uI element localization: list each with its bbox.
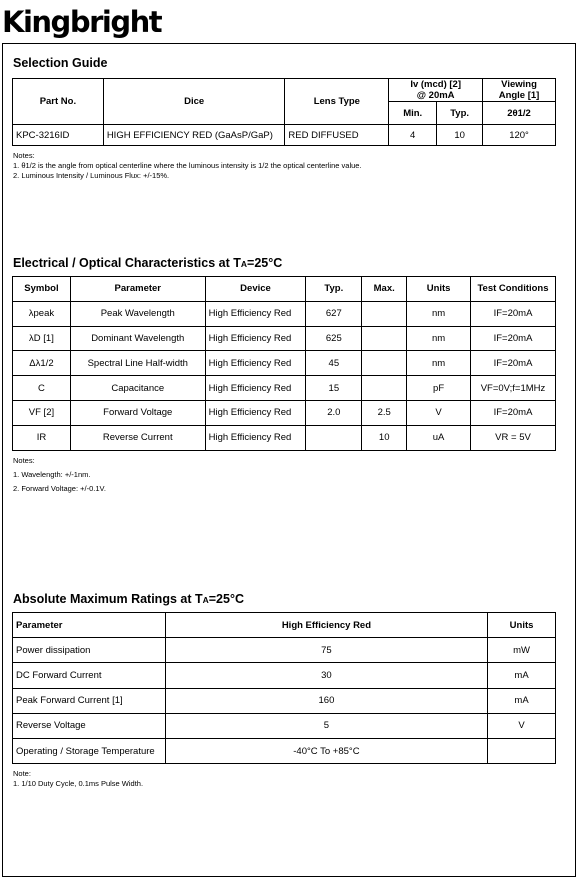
cell-device: High Efficiency Red (205, 326, 306, 351)
cell-units: uA (407, 425, 471, 450)
cell-max (362, 351, 407, 376)
cell-dice: HIGH EFFICIENCY RED (GaAsP/GaP) (103, 125, 285, 146)
note-line: Notes: (13, 456, 35, 465)
cell-value: 30 (165, 663, 487, 688)
header-part-no: Part No. (13, 79, 104, 125)
cell-parameter: Spectral Line Half-width (70, 351, 205, 376)
header-viewing-line2: Angle [1] (498, 90, 540, 101)
cell-lens-type: RED DIFFUSED (285, 125, 389, 146)
cell-units: mA (488, 663, 556, 688)
cell-test-condition: IF=20mA (471, 326, 556, 351)
header-value: High Efficiency Red (165, 613, 487, 638)
electrical-notes (13, 454, 106, 496)
cell-typ (306, 425, 362, 450)
absolute-notes (13, 769, 143, 789)
cell-symbol: C (13, 376, 71, 401)
brand-logo: Kingbright (2, 5, 162, 39)
header-max: Max. (362, 277, 407, 302)
cell-symbol: Δλ1/2 (13, 351, 71, 376)
cell-max (362, 326, 407, 351)
cell-test-condition: IF=20mA (471, 301, 556, 326)
table-row (13, 663, 556, 688)
header-lens-type: Lens Type (285, 79, 389, 125)
absolute-title-subscript: A (202, 595, 209, 605)
table-row (13, 125, 556, 146)
cell-symbol: λpeak (13, 301, 71, 326)
cell-symbol: IR (13, 425, 71, 450)
cell-device: High Efficiency Red (205, 376, 306, 401)
header-iv-line1: Iv (mcd) [2] (410, 79, 461, 90)
cell-units: pF (407, 376, 471, 401)
cell-device: High Efficiency Red (205, 400, 306, 425)
header-symbol: Symbol (13, 277, 71, 302)
cell-iv-min: 4 (389, 125, 437, 146)
header-parameter: Parameter (70, 277, 205, 302)
note-line: Notes: (13, 151, 35, 160)
cell-viewing-angle: 120° (483, 125, 556, 146)
cell-parameter: Power dissipation (13, 638, 166, 663)
cell-value: 160 (165, 688, 487, 713)
cell-part-no: KPC-3216ID (13, 125, 104, 146)
table-row (13, 713, 556, 738)
cell-max (362, 376, 407, 401)
cell-parameter: Peak Forward Current [1] (13, 688, 166, 713)
cell-typ: 15 (306, 376, 362, 401)
header-viewing-line1: Viewing (501, 79, 537, 90)
cell-units: mW (488, 638, 556, 663)
header-typ: Typ. (306, 277, 362, 302)
table-row (13, 326, 556, 351)
table-row (13, 638, 556, 663)
cell-iv-typ: 10 (437, 125, 483, 146)
header-dice: Dice (103, 79, 285, 125)
table-row (13, 425, 556, 450)
cell-value: -40°C To +85°C (165, 738, 487, 763)
cell-parameter: Reverse Current (70, 425, 205, 450)
electrical-title-prefix: Electrical / Optical Characteristics at T (13, 256, 241, 270)
cell-max (362, 301, 407, 326)
electrical-title-subscript: A (240, 259, 248, 269)
cell-value: 75 (165, 638, 487, 663)
note-line: 2. Luminous Intensity / Luminous Flux: +/-15%. (13, 171, 170, 180)
cell-units: mA (488, 688, 556, 713)
electrical-table (12, 276, 556, 451)
cell-test-condition: IF=20mA (471, 351, 556, 376)
note-line: 1. θ1/2 is the angle from optical centerline where the luminous intensity is 1/2 the optical centerline value. (13, 161, 362, 170)
header-units: Units (488, 613, 556, 638)
header-iv-line2: @ 20mA (416, 90, 455, 101)
cell-parameter: Forward Voltage (70, 400, 205, 425)
selection-guide-title: Selection Guide (13, 56, 108, 70)
table-row (13, 351, 556, 376)
table-row (13, 738, 556, 763)
cell-symbol: λD [1] (13, 326, 71, 351)
selection-guide-notes (13, 151, 362, 181)
cell-test-condition: VR = 5V (471, 425, 556, 450)
absolute-ratings-table (12, 612, 556, 764)
header-parameter: Parameter (13, 613, 166, 638)
table-row (13, 400, 556, 425)
note-line: 2. Forward Voltage: +/-0.1V. (13, 484, 106, 493)
table-row (13, 301, 556, 326)
note-line: Note: (13, 769, 31, 778)
cell-test-condition: IF=20mA (471, 400, 556, 425)
cell-parameter: Capacitance (70, 376, 205, 401)
cell-units: nm (407, 326, 471, 351)
cell-typ: 45 (306, 351, 362, 376)
note-line: 1. Wavelength: +/-1nm. (13, 470, 91, 479)
cell-parameter: Reverse Voltage (13, 713, 166, 738)
cell-test-condition: VF=0V;f=1MHz (471, 376, 556, 401)
absolute-title-suffix: =25°C (208, 592, 244, 606)
absolute-title (13, 592, 244, 606)
selection-guide-table (12, 78, 556, 146)
header-device: Device (205, 277, 306, 302)
header-angle-symbol: 2θ1/2 (483, 102, 556, 125)
table-row (13, 376, 556, 401)
table-row (13, 688, 556, 713)
cell-device: High Efficiency Red (205, 301, 306, 326)
cell-units: nm (407, 351, 471, 376)
cell-parameter: Dominant Wavelength (70, 326, 205, 351)
cell-typ: 625 (306, 326, 362, 351)
electrical-title (13, 256, 282, 270)
absolute-title-prefix: Absolute Maximum Ratings at T (13, 592, 203, 606)
cell-max: 2.5 (362, 400, 407, 425)
cell-typ: 2.0 (306, 400, 362, 425)
header-units: Units (407, 277, 471, 302)
header-typ: Typ. (437, 102, 483, 125)
cell-units: V (407, 400, 471, 425)
cell-parameter: Operating / Storage Temperature (13, 738, 166, 763)
cell-parameter: Peak Wavelength (70, 301, 205, 326)
cell-typ: 627 (306, 301, 362, 326)
cell-max: 10 (362, 425, 407, 450)
header-iv (389, 79, 483, 102)
cell-units (488, 738, 556, 763)
note-line: 1. 1/10 Duty Cycle, 0.1ms Pulse Width. (13, 779, 144, 788)
header-viewing-angle (483, 79, 556, 102)
cell-units: V (488, 713, 556, 738)
cell-device: High Efficiency Red (205, 351, 306, 376)
cell-value: 5 (165, 713, 487, 738)
cell-parameter: DC Forward Current (13, 663, 166, 688)
header-min: Min. (389, 102, 437, 125)
cell-symbol: VF [2] (13, 400, 71, 425)
electrical-title-suffix: =25°C (247, 256, 283, 270)
header-test-conditions: Test Conditions (471, 277, 556, 302)
cell-device: High Efficiency Red (205, 425, 306, 450)
cell-units: nm (407, 301, 471, 326)
